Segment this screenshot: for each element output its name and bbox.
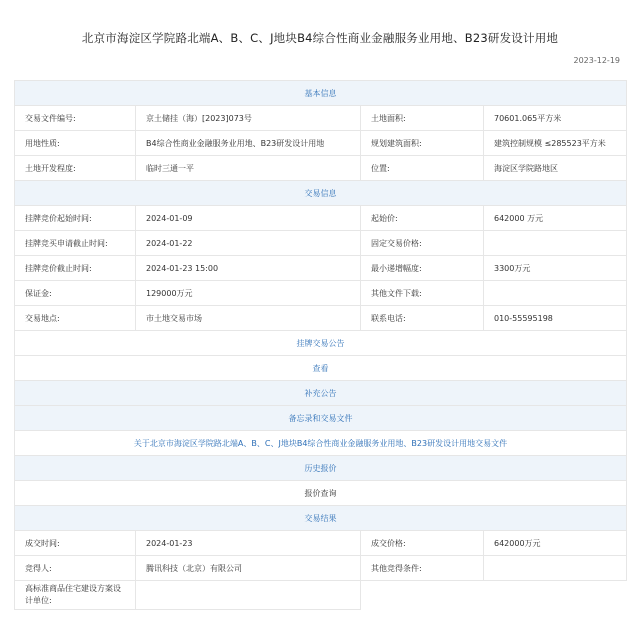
section-supplement-row — [15, 381, 627, 406]
table-row — [15, 556, 627, 581]
bid-start-value: 2024-01-09 — [136, 206, 361, 231]
land-use-value: B4综合性商业金融服务业用地、B23研发设计用地 — [136, 131, 361, 156]
phone-label: 联系电话: — [361, 306, 484, 331]
bid-start-label: 挂牌竞价起始时间: — [15, 206, 136, 231]
bid-end-value: 2024-01-23 15:00 — [136, 256, 361, 281]
doc-no-value: 京土储挂（海）[2023]073号 — [136, 106, 361, 131]
section-basic-row — [15, 81, 627, 106]
section-history-header: 历史报价 — [15, 456, 627, 481]
page-title: 北京市海淀区学院路北端A、B、C、J地块B4综合性商业金融服务业用地、B23研发设计用地 — [81, 31, 559, 45]
table-row — [15, 256, 627, 281]
other-download-value — [484, 281, 627, 306]
section-trade-row — [15, 181, 627, 206]
winner-label: 竞得人: — [15, 556, 136, 581]
table-row — [15, 106, 627, 131]
quote-query-link[interactable]: 报价查询 — [15, 481, 627, 506]
doc-no-label: 交易文件编号: — [15, 106, 136, 131]
section-history-row — [15, 456, 627, 481]
fixed-price-value — [484, 231, 627, 256]
location-label: 位置: — [361, 156, 484, 181]
start-price-value: 642000 万元 — [484, 206, 627, 231]
section-result-header: 交易结果 — [15, 506, 627, 531]
table-row — [15, 306, 627, 331]
deal-price-value: 642000万元 — [484, 531, 627, 556]
view-row — [15, 356, 627, 381]
fixed-price-label: 固定交易价格: — [361, 231, 484, 256]
land-area-label: 土地面积: — [361, 106, 484, 131]
table-row — [15, 531, 627, 556]
other-conditions-label: 其他竞得条件: — [361, 556, 484, 581]
dev-level-label: 土地开发程度: — [15, 156, 136, 181]
min-increment-value: 3300万元 — [484, 256, 627, 281]
min-increment-label: 最小递增幅度: — [361, 256, 484, 281]
deal-time-label: 成交时间: — [15, 531, 136, 556]
deposit-value: 129000万元 — [136, 281, 361, 306]
design-unit-value — [136, 581, 361, 610]
table-row — [15, 131, 627, 156]
section-memo-row — [15, 406, 627, 431]
memo-file-row — [15, 431, 627, 456]
empty-cell — [361, 581, 484, 610]
apply-end-value: 2024-01-22 — [136, 231, 361, 256]
planned-area-value: 建筑控制规模 ≤285523平方米 — [484, 131, 627, 156]
listing-notice-link[interactable]: 挂牌交易公告 — [15, 331, 627, 356]
table-row — [15, 231, 627, 256]
trade-place-label: 交易地点: — [15, 306, 136, 331]
section-basic-header: 基本信息 — [15, 81, 627, 106]
deal-time-value: 2024-01-23 — [136, 531, 361, 556]
deal-price-label: 成交价格: — [361, 531, 484, 556]
design-unit-label: 高标准商品住宅建设方案设计单位: — [15, 581, 136, 610]
other-download-label: 其他文件下载: — [361, 281, 484, 306]
section-trade-header: 交易信息 — [15, 181, 627, 206]
phone-value: 010-55595198 — [484, 306, 627, 331]
empty-cell — [484, 581, 627, 610]
apply-end-label: 挂牌竞买申请截止时间: — [15, 231, 136, 256]
land-area-value: 70601.065平方米 — [484, 106, 627, 131]
planned-area-label: 规划建筑面积: — [361, 131, 484, 156]
land-use-label: 用地性质: — [15, 131, 136, 156]
view-link[interactable]: 查看 — [15, 356, 627, 381]
memo-file-link[interactable]: 关于北京市海淀区学院路北端A、B、C、J地块B4综合性商业金融服务业用地、B23研发设计用地交易文件 — [15, 431, 627, 456]
quote-query-row — [15, 481, 627, 506]
deposit-label: 保证金: — [15, 281, 136, 306]
section-supplement-header: 补充公告 — [15, 381, 627, 406]
start-price-label: 起始价: — [361, 206, 484, 231]
dev-level-value: 临时三通一平 — [136, 156, 361, 181]
location-value: 海淀区学院路地区 — [484, 156, 627, 181]
table-row — [15, 206, 627, 231]
info-table — [14, 80, 627, 610]
other-conditions-value — [484, 556, 627, 581]
bid-end-label: 挂牌竞价截止时间: — [15, 256, 136, 281]
section-result-row — [15, 506, 627, 531]
publish-date: 2023-12-19 — [573, 56, 620, 65]
trade-place-value: 市土地交易市场 — [136, 306, 361, 331]
winner-value: 腾讯科技（北京）有限公司 — [136, 556, 361, 581]
table-row — [15, 281, 627, 306]
table-row — [15, 156, 627, 181]
section-memo-header: 备忘录和交易文件 — [15, 406, 627, 431]
listing-notice-row — [15, 331, 627, 356]
table-row — [15, 581, 627, 610]
